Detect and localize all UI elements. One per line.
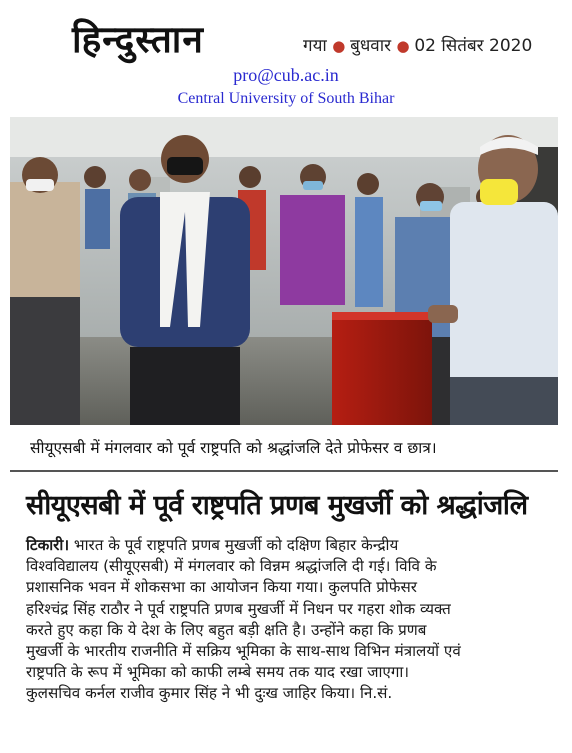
photo-caption: सीयूएसबी में मंगलवार को पूर्व राष्ट्रपति को श्रद्धांजलि देते प्रोफेसर व छात्र। — [30, 439, 437, 457]
separator-dot-icon: ● — [396, 37, 415, 55]
article-line: मुखर्जी के भारतीय राजनीति में सक्रिय भूमिका के साथ-साथ विभिन मंत्रालयों एवं — [26, 642, 461, 661]
article-line: करते हुए कहा कि ये देश के लिए बहुत बड़ी क्षति है। उन्होंने कहा कि प्रणब — [26, 620, 427, 639]
article-line — [26, 535, 562, 556]
contact-email: pro@cub.ac.in — [233, 65, 339, 85]
separator-dot-icon: ● — [332, 37, 351, 55]
newspaper-logo: हिन्दुस्तान — [72, 18, 204, 61]
news-photo — [10, 117, 558, 425]
article-line: प्रशासनिक भवन में शोकसभा का आयोजन किया गया। कुलपति प्रोफेसर — [26, 578, 417, 597]
article-body — [26, 535, 562, 705]
news-photo-illustration — [10, 117, 558, 425]
article-line-text: भारत के पूर्व राष्ट्रपति प्रणब मुखर्जी को दक्षिण बिहार केन्द्रीय — [69, 536, 399, 554]
section-divider — [10, 470, 558, 472]
article-line: राष्ट्रपति के रूप में भूमिका को काफी लम्बे समय तक याद रखा जाएगा। — [26, 663, 410, 682]
university-name: Central University of South Bihar — [177, 90, 395, 107]
edition-city: गया — [303, 36, 327, 56]
edition-day: बुधवार — [350, 36, 392, 56]
article-line: विश्वविद्यालय (सीयूएसबी) में मंगलवार को विन्नम श्रद्धांजलि दी गई। विवि के — [26, 557, 437, 576]
article-dateline: टिकारी। — [26, 536, 70, 554]
article-headline: सीयूएसबी में पूर्व राष्ट्रपति प्रणब मुखर्जी को श्रद्धांजलि — [26, 490, 528, 521]
article-line: हरिश्चंद्र सिंह राठौर ने पूर्व राष्ट्रपति प्रणब मुखर्जी में निधन पर गहरा शोक व्यक्त — [26, 599, 451, 618]
edition-dateline — [303, 33, 532, 56]
article-line: कुलसचिव कर्नल राजीव कुमार सिंह ने भी दुःख जाहिर किया। नि.सं. — [26, 684, 393, 703]
edition-date: 02 सितंबर 2020 — [414, 36, 533, 56]
newspaper-masthead — [0, 0, 572, 60]
